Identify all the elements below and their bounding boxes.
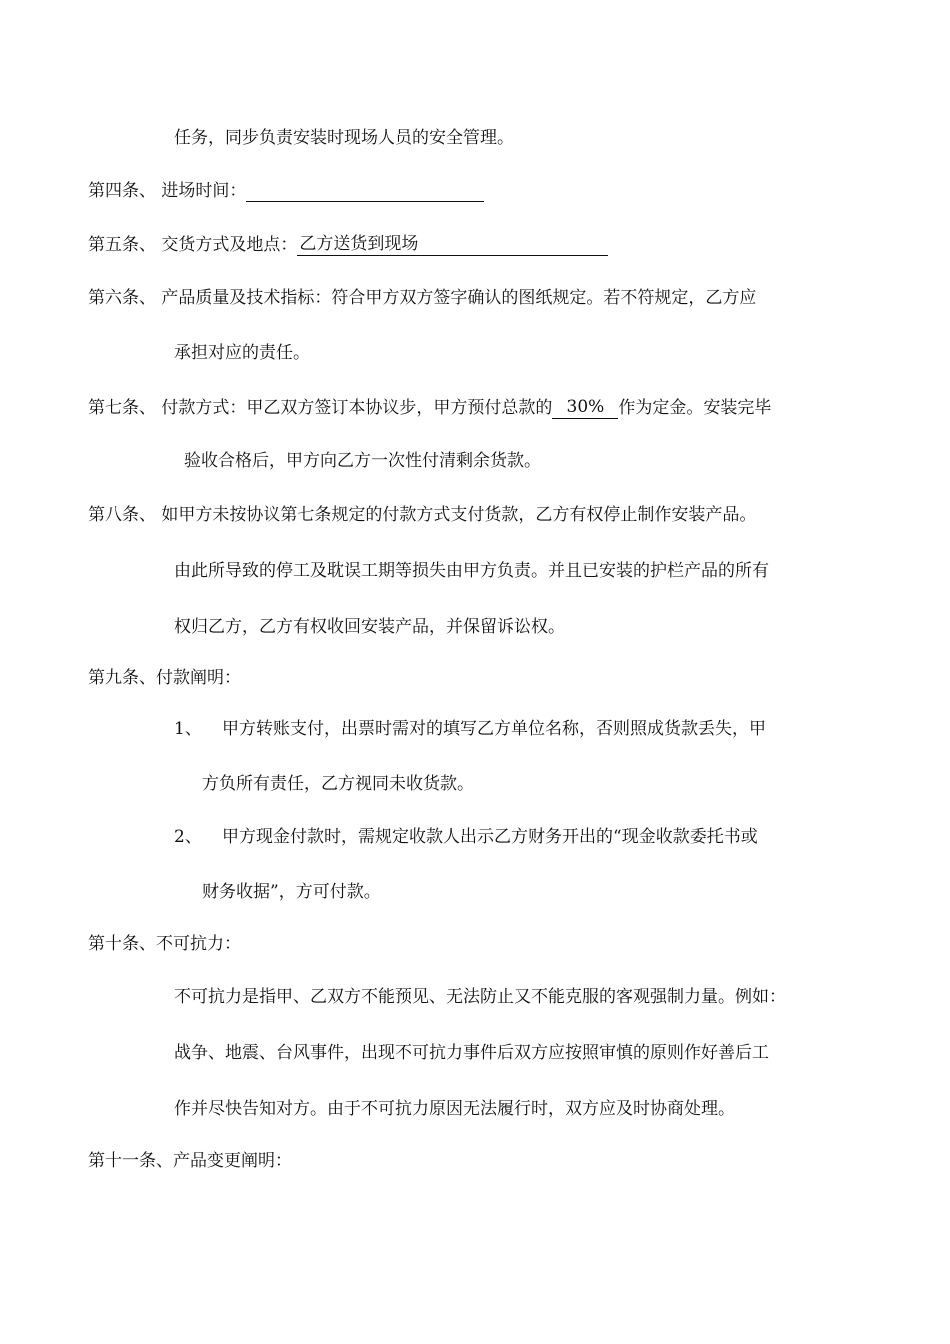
- list-item-number: 2、: [174, 827, 202, 847]
- clause-line: 战争、地震、台风事件，出现不可抗力事件后双方应按照审慎的原则作好善后工: [174, 1043, 769, 1063]
- clause-line: 不可抗力是指甲、乙双方不能预见、无法防止又不能克服的客观强制力量。例如：: [174, 987, 786, 1007]
- clause-10-heading: 第十条、不可抗力：: [88, 934, 241, 954]
- clause-line: 权归乙方，乙方有权收回安装产品，并保留诉讼权。: [174, 617, 565, 637]
- clause-line: 由此所导致的停工及耽误工期等损失由甲方负责。并且已安装的护栏产品的所有: [174, 561, 769, 581]
- delivery-method-value: 乙方送货到现场: [297, 233, 608, 256]
- clause-label: 第四条、 进场时间：: [88, 181, 247, 201]
- list-item: 甲方现金付款时，需规定收款人出示乙方财务开出的“现金收款委托书或: [222, 827, 758, 847]
- clause-5-delivery: [88, 233, 608, 256]
- list-item-number: 1、: [174, 719, 202, 739]
- clause-line: 作并尽快告知对方。由于不可抗力原因无法履行时，双方应及时协商处理。: [174, 1099, 735, 1119]
- list-item-continuation: 方负所有责任，乙方视同未收货款。: [202, 774, 474, 794]
- clause-8-default: 第八条、 如甲方未按协议第七条规定的付款方式支付货款，乙方有权停止制作安装产品。: [88, 505, 757, 525]
- list-item: 甲方转账支付，出票时需对的填写乙方单位名称，否则照成货款丢失，甲: [222, 719, 766, 739]
- clause-line: 任务，同步负责安装时现场人员的安全管理。: [174, 128, 514, 148]
- deposit-percent-value: 30%: [552, 396, 618, 419]
- clause-9-heading: 第九条、付款阐明：: [88, 668, 241, 688]
- clause-line: 承担对应的责任。: [174, 343, 310, 363]
- clause-line: 验收合格后，甲方向乙方一次性付清剩余货款。: [184, 451, 541, 471]
- payment-text-end: 作为定金。安装完毕: [618, 398, 772, 418]
- clause-label: 第五条、 交货方式及地点：: [88, 235, 298, 255]
- entry-time-blank: [246, 181, 484, 202]
- clause-11-heading: 第十一条、产品变更阐明：: [88, 1151, 292, 1171]
- list-item-continuation: 财务收据”，方可付款。: [202, 882, 381, 902]
- clause-7-payment: [88, 396, 771, 419]
- clause-6-quality: 第六条、 产品质量及技术指标：符合甲方双方签字确认的图纸规定。若不符规定，乙方应: [88, 288, 757, 308]
- payment-text: 第七条、 付款方式：甲乙双方签订本协议步，甲方预付总款的: [88, 398, 553, 418]
- clause-4-entry-time: [88, 180, 484, 202]
